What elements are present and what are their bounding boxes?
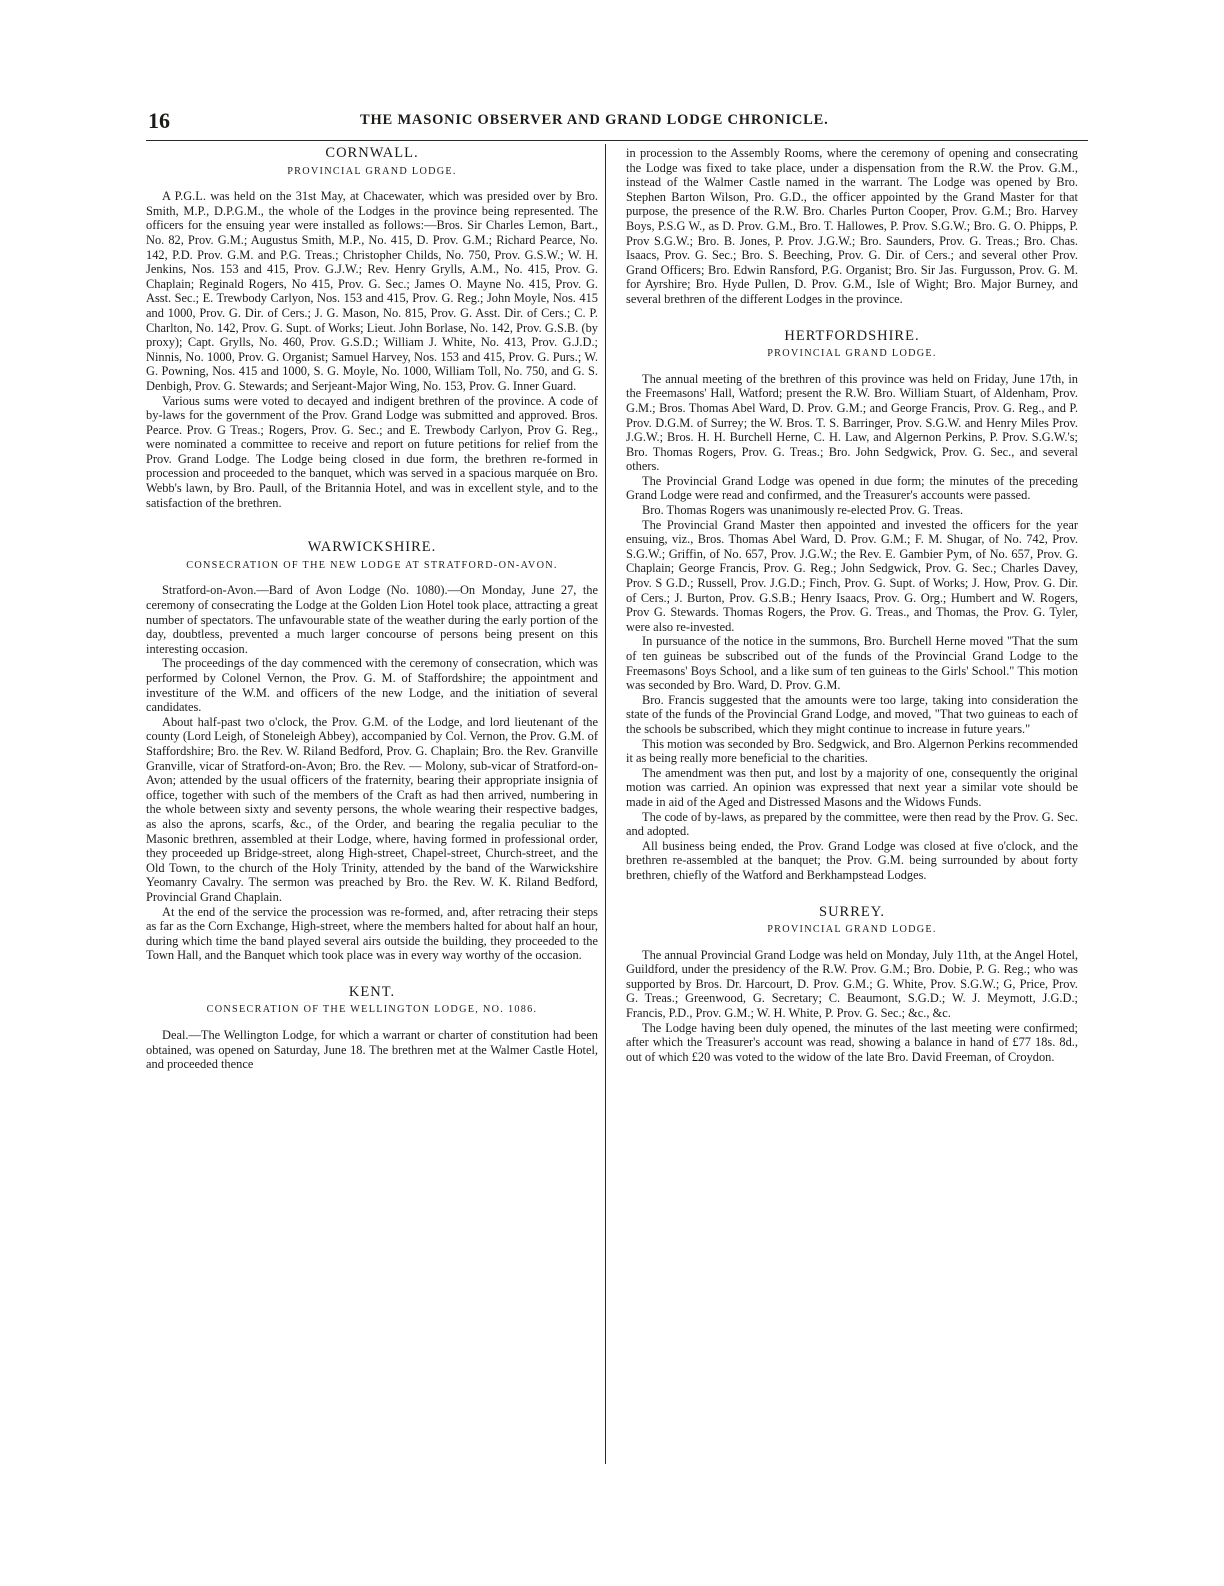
section-subtitle: CONSECRATION OF THE NEW LODGE AT STRATFORD-ON-AVON. (186, 559, 558, 571)
paragraph: The annual meeting of the brethren of this province was held on Friday, June 17th, in the Freemasons' Hall, Watford; present the R.W. Bro. William Stuart, of Aldenham, Prov. G.M.; Bros. Thomas Abel Ward, D. Prov. G.M.; and George Francis, Prov. G. Reg., and P. Prov. D.G.M. of Surrey; the W. Bros. T. S. Barringer, Prov. S.G.W. and Henry Miles Prov. J.G.W.; Bros. H. H. Burchell Herne, C. H. Law, and Algernon Perkins, P. Prov. S.G.W.'s; Bro. Thomas Rogers, Prov. G. Treas.; Bro. John Sedgwick, Prov. G. Sec., and several others. (626, 371, 1078, 474)
section-subtitle: PROVINCIAL GRAND LODGE. (767, 924, 937, 936)
paragraph: A P.G.L. was held on the 31st May, at Chacewater, which was presided over by Bro. Smith, M.P., D.P.G.M., the whole of the Lodges in the province being represented. The officers for the ensuing year were installed as follows:—Bros. Sir Charles Lemon, Bart., No. 82, Prov. G.M.; Augustus Smith, M.P., No. 415, D. Prov. G.M.; Richard Pearce, No. 142, P.D. Prov. G.M. and P.G. Treas.; Christopher Childs, No. 750, Prov. G.S.W.; W. H. Jenkins, Nos. 153 and 415, Prov. G.J.W.; Rev. Henry Grylls, A.M., No. 415, Prov. G. Chaplain; Reginald Rogers, No 415, Prov. G. Sec.; James O. Mayne No. 415, Prov. G. Asst. Sec.; E. Trewbody Carlyon, Nos. 153 and 415, Prov. G. Reg.; John Moyle, Nos. 415 and 1000, Prov. G. Dir. of Cers.; J. G. Mason, No. 815, Prov. G. Asst. Dir. of Cers.; C. P. Charlton, No. 142, Prov. G. Supt. of Works; Lieut. John Borlase, No. 142, Prov. G.S.B. (by proxy); Capt. Grylls, No. 460, Prov. G.S.D.; William J. White, No. 413, Prov. G.J.D.; Ninnis, No. 1000, Prov. G. Organist; Samuel Harvey, Nos. 153 and 415, Prov. G. Purs.; W. G. Powning, Nos. 415 and 1000, S. G. Moyle, No. 1000, William Toll, No. 750, and G. S. Denbigh, Prov. G. Stewards; and Serjeant-Major Wing, No. 153, Prov. G. Inner Guard. (146, 189, 598, 393)
paragraph: The proceedings of the day commenced with the ceremony of consecration, which was performed by Colonel Vernon, the Prov. G. M. of Staffordshire; the appointment and investiture of the W.M. and officers of the new Lodge, and the initiation of several candidates. (146, 656, 598, 715)
cornwall-section (146, 146, 598, 510)
section-subtitle: PROVINCIAL GRAND LODGE. (767, 348, 937, 360)
section-title: SURREY. (819, 903, 885, 920)
section-title: WARWICKSHIRE. (307, 539, 437, 556)
paragraph: The annual Provincial Grand Lodge was held on Monday, July 11th, at the Angel Hotel, Guildford, under the presidency of the R.W. Prov. G.M.; Bro. Dobie, P. G. Reg.; who was supported by Bros. Dr. Harcourt, D. Prov. G.M.; G. White, Prov. S.G.W.; G, Price, Prov. G. Treas.; Greenwood, G. Secretary; C. Beaumont, S.G.D.; W. J. Meymott, J.G.D.; Francis, P.D., Prov. G.M.; W. H. White, P. Prov. G. Sec.; &c., &c. (626, 947, 1078, 1021)
paragraph: Bro. Francis suggested that the amounts were too large, taking into consideration the state of the funds of the Provincial Grand Lodge, and moved, "That two guineas to each of the schools be subscribed, which they might continue to increase in future years." (626, 692, 1078, 736)
page-number: 16 (148, 108, 170, 133)
paragraph: The code of by-laws, as prepared by the committee, were then read by the Prov. G. Sec. and adopted. (626, 809, 1078, 839)
left-column (146, 146, 598, 1072)
warwickshire-section (146, 540, 598, 963)
paragraph: Stratford-on-Avon.—Bard of Avon Lodge (No. 1080).—On Monday, June 27, the ceremony of consecrating the Lodge at the Golden Lion Hotel took place, attracting a great number of spectators. The unfavourable state of the weather during the early portion of the day, doubtless, prevented a much larger concourse of persons being present on this interesting occasion. (146, 583, 598, 656)
section-title: KENT. (348, 983, 396, 1000)
paragraph: The Lodge having been duly opened, the minutes of the last meeting were confirmed; after which the Treasurer's account was read, showing a balance in hand of £77 18s. 8d., out of which £20 was voted to the widow of the late Bro. David Freeman, of Croydon. (626, 1020, 1078, 1064)
column-rule (605, 144, 606, 1464)
section-title: CORNWALL. (325, 145, 419, 161)
paragraph: The amendment was then put, and lost by a majority of one, consequently the original motion was carried. An opinion was expressed that next year a similar vote should be made in aid of the Aged and Distressed Masons and the Widows Funds. (626, 765, 1078, 809)
section-title: HERTFORDSHIRE. (784, 327, 920, 344)
section-subtitle: CONSECRATION OF THE WELLINGTON LODGE, NO. 1086. (206, 1004, 538, 1016)
kent-section (146, 985, 598, 1072)
paragraph: All business being ended, the Prov. Grand Lodge was closed at five o'clock, and the brethren re-assembled at the banquet; the Prov. G.M. being surrounded by about forty brethren, chiefly of the Watford and Berkhampstead Lodges. (626, 838, 1078, 882)
paragraph: The Provincial Grand Lodge was opened in due form; the minutes of the preceding Grand Lodge were read and confirmed, and the Treasurer's accounts were passed. (626, 473, 1078, 503)
running-title: THE MASONIC OBSERVER AND GRAND LODGE CHRONICLE. (360, 112, 829, 128)
paragraph: in procession to the Assembly Rooms, where the ceremony of opening and consecrating the Lodge was fixed to take place, under a dispensation from the R.W. the Prov. G.M., instead of the Walmer Castle named in the warrant. The Lodge was opened by Bro. Stephen Barton Wilson, Pro. G.D., the officer appointed by the Grand Master for that purpose, the presence of the R.W. Bro. Charles Purton Cooper, Prov. G.M.; Bro. Harvey Boys, P.S.G W., as D. Prov. G.M., Bro. T. Hallowes, P. Prov. S.G.W.; Bro. G. O. Phipps, P. Prov S.G.W.; Bro. B. Jones, P. Prov. J.G.W.; Bro. Saunders, Prov. G. Treas.; Bro. Chas. Isaacs, Prov. G. Sec.; Bro. S. Beeching, Prov. G. Dir. of Cers.; and several other Prov. Grand Officers; Bro. Edwin Ransford, P.G. Organist; Bro. Sir Jas. Furgusson, Prov. G. M. for Ayrshire; Bro. Hyde Pullen, D. Prov. G.M., Isle of Wight; Bro. Major Burney, and several brethren of the different Lodges in the province. (626, 146, 1078, 306)
paragraph: This motion was seconded by Bro. Sedgwick, and Bro. Algernon Perkins recommended it as being really more beneficial to the charities. (626, 736, 1078, 766)
section-subtitle: PROVINCIAL GRAND LODGE. (287, 165, 457, 177)
paragraph: Bro. Thomas Rogers was unanimously re-elected Prov. G. Treas. (642, 503, 964, 518)
hertfordshire-section (626, 329, 1078, 883)
paragraph: Various sums were voted to decayed and indigent brethren of the province. A code of by-laws for the government of the Prov. Grand Lodge was submitted and approved. Bros. Pearce. Prov. G Treas.; Rogers, Prov. G. Sec.; and E. Trewbody Carlyon, Prov G. Reg., were nominated a committee to receive and report on future petitions for relief from the Prov. Grand Lodge. The Lodge being closed in due form, the brethren re-formed in procession and proceeded to the banquet, which was served in a spacious marquée on Bro. Webb's lawn, by Bro. Paull, of the Britannia Hotel, and was in excellent style, and to the satisfaction of the brethren. (146, 393, 598, 510)
right-column (626, 146, 1078, 1064)
paragraph: The Provincial Grand Master then appointed and invested the officers for the year ensuing, viz., Bros. Thomas Abel Ward, D. Prov. G.M.; F. M. Shugar, of No. 742, Prov. S.G.W.; Griffin, of No. 657, Prov. J.G.W.; the Rev. E. Gambier Pym, of No. 657, Prov. G. Chaplain; George Francis, Prov. G. Reg.; John Sedgwick, Prov. G. Sec.; Charles Davey, Prov. S G.D.; Russell, Prov. J.G.D.; Finch, Prov. G. Supt. of Works; J. How, Prov. G. Dir. of Cers.; J. Burton, Prov. G.S.B.; Henry Isaacs, Prov. G. Org.; Humbert and W. Rogers, Prov G. Stewards. Thomas Rogers, the Prov. G. Treas., and Thomas, the Prov. G. Tyler, were also re-invested. (626, 517, 1078, 634)
kent-continued (626, 146, 1078, 307)
paragraph: At the end of the service the procession was re-formed, and, after retracing their steps as far as the Corn Exchange, High-street, where the members halted for about half an hour, during which time the band played several airs outside the building, they proceeded to the Town Hall, and the Banquet which took place was in every way worthy of the occasion. (146, 904, 598, 963)
surrey-section (626, 905, 1078, 1065)
paragraph: Deal.—The Wellington Lodge, for which a warrant or charter of constitution had been obtained, was opened on Saturday, June 18. The brethren met at the Walmer Castle Hotel, and proceeded thence (146, 1028, 598, 1072)
paragraph: In pursuance of the notice in the summons, Bro. Burchell Herne moved "That the sum of ten guineas be subscribed out of the funds of the Provincial Grand Lodge to the Freemasons' Boys School, and a like sum of ten guineas to the Girls' School." This motion was seconded by Bro. Ward, D. Prov. G.M. (626, 634, 1078, 693)
header-rule (146, 140, 1088, 141)
paragraph: About half-past two o'clock, the Prov. G.M. of the Lodge, and lord lieutenant of the county (Lord Leigh, of Stoneleigh Abbey), accompanied by Col. Vernon, the Prov. G.M. of Staffordshire; Bro. the Rev. W. Riland Bedford, Prov. G. Chaplain; Bro. the Rev. Granville Granville, vicar of Stratford-on-Avon; Bro. the Rev. — Molony, sub-vicar of Stratford-on-Avon; attended by the usual officers of the fraternity, bearing their appropriate insignia of office, together with such of the members of the Craft as had then arrived, numbering in the whole between sixty and seventy persons, the whole wearing their respective badges, as also the aprons, scarfs, &c., of the Order, and bearing the regalia peculiar to the Masonic brethren, assembled at their Lodge, where, having formed in professional order, they proceeded up Bridge-street, along High-street, Chapel-street, Church-street, and the Old Town, to the church of the Holy Trinity, attended by the band of the Warwickshire Yeomanry Cavalry. The sermon was preached by Bro. the Rev. W. K. Riland Bedford, Provincial Grand Chaplain. (146, 714, 598, 904)
